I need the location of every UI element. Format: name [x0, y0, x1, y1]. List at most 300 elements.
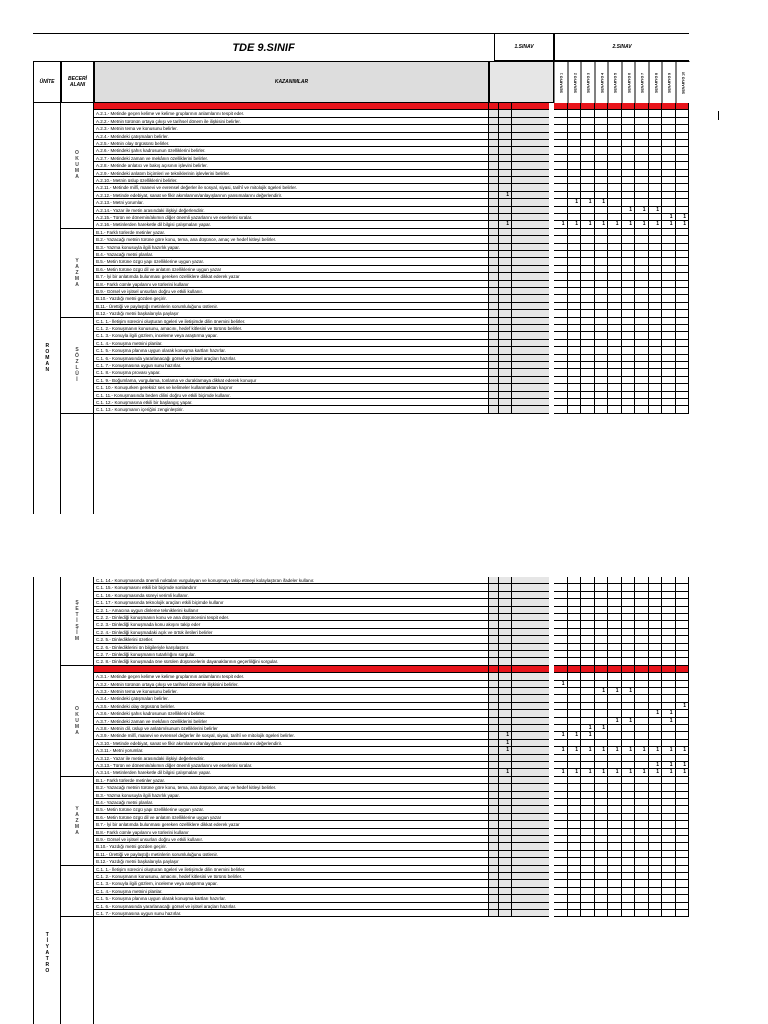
mark-cell: 1 — [498, 740, 512, 747]
mark-cell — [676, 288, 690, 295]
mark-cell — [649, 732, 663, 739]
mark-cell — [676, 318, 690, 325]
table-row — [94, 162, 689, 169]
mark-cell — [662, 266, 676, 273]
mark-cell — [635, 636, 649, 643]
mark-cell — [649, 340, 663, 347]
beceri-label: ŞETİŞİM — [74, 599, 80, 642]
mark-cell — [595, 332, 609, 339]
mark-cell — [554, 888, 568, 895]
mark-cell — [649, 799, 663, 806]
mark-cell — [568, 592, 582, 599]
mark-cell — [662, 792, 676, 799]
table-row — [94, 599, 689, 606]
kazanim-text: B.9.- Görsel ve işitsel unsurları doğru ve etkili kullanır. — [94, 836, 489, 843]
mark-cell — [581, 895, 595, 902]
mark-cell — [662, 355, 676, 362]
mark-cell — [676, 851, 690, 858]
mark-cell — [581, 332, 595, 339]
mark-cell — [676, 155, 690, 162]
beceri-label: OKUMA — [74, 705, 80, 736]
mark-cell — [608, 340, 622, 347]
mark-cell — [608, 133, 622, 140]
mark-cell — [622, 251, 636, 258]
mark-cell — [635, 273, 649, 280]
kazanim-text: A.3.4.- Metindeki çatışmaları belirler. — [94, 695, 489, 702]
mark-cell: 1 — [622, 221, 636, 228]
mark-cell — [554, 725, 568, 732]
beceri-group — [61, 866, 93, 918]
table-row — [94, 266, 689, 273]
mark-cell: 1 — [498, 732, 512, 739]
mark-cell — [635, 332, 649, 339]
mark-cell — [622, 392, 636, 399]
mark-cell: 1 — [622, 718, 636, 725]
table-row — [94, 118, 689, 125]
mark-cell — [608, 784, 622, 791]
mark-cell: 1 — [498, 747, 512, 754]
mark-cell — [676, 836, 690, 843]
kazanimlar-header: KAZANIMLAR — [94, 61, 489, 103]
mark-cell — [581, 644, 595, 651]
mark-cell — [498, 303, 512, 310]
kazanim-text: A.3.3.- Metnin tema ve konusunu belirler. — [94, 688, 489, 695]
mark-cell — [676, 821, 690, 828]
mark-cell — [608, 695, 622, 702]
mark-cell — [662, 103, 676, 110]
mark-cell — [581, 251, 595, 258]
mark-cell — [662, 651, 676, 658]
kazanim-text: A.2.9.- Metindeki anlatım biçimleri ve tekniklerinin işlevlerini belirler. — [94, 170, 489, 177]
mark-cell — [498, 362, 512, 369]
mark-cell — [622, 199, 636, 206]
mark-cell — [635, 133, 649, 140]
mark-cell — [608, 821, 622, 828]
mark-cell — [622, 125, 636, 132]
mark-cell — [581, 792, 595, 799]
mark-cell — [608, 162, 622, 169]
mark-cell — [554, 666, 568, 673]
mark-cell — [676, 340, 690, 347]
mark-cell — [649, 281, 663, 288]
mark-cell — [622, 184, 636, 191]
mark-cell — [622, 133, 636, 140]
mark-cell — [622, 340, 636, 347]
mark-cell — [676, 110, 690, 117]
mark-cell — [662, 799, 676, 806]
mark-cell — [622, 362, 636, 369]
mark-cell — [622, 858, 636, 865]
mark-cell — [608, 762, 622, 769]
mark-cell — [622, 377, 636, 384]
mark-cell — [635, 251, 649, 258]
mark-cell — [581, 229, 595, 236]
mark-cell — [635, 629, 649, 636]
mark-cell — [622, 644, 636, 651]
mark-cell — [635, 384, 649, 391]
mark-cell — [554, 688, 568, 695]
mark-cell — [595, 125, 609, 132]
mark-cell — [581, 873, 595, 880]
mark-cell — [649, 384, 663, 391]
mark-cell — [554, 355, 568, 362]
mark-cell — [554, 177, 568, 184]
mark-cell — [635, 880, 649, 887]
mark-cell — [581, 266, 595, 273]
kazanim-text: C.2. 6.- Dinlediklerini ön bilgileriyle karşılaştırır. — [94, 644, 489, 651]
kazanim-text: C.1. 14.- Konuşmasında önemli noktaları vurgulayan ve konuşmayı takip etmeyi kolaylaştıran ifadeler kullanır. — [94, 577, 489, 584]
mark-cell — [595, 340, 609, 347]
mark-cell — [568, 325, 582, 332]
mark-cell — [676, 310, 690, 317]
kazanim-text: C.2. 8.- Dinlediği konuşmada öne sürülen düşüncelerin dayanaklarının geçerliliğini sorgular. — [94, 658, 489, 665]
mark-cell — [608, 629, 622, 636]
mark-cell — [581, 192, 595, 199]
mark-cell — [498, 318, 512, 325]
mark-cell — [635, 703, 649, 710]
mark-cell — [608, 829, 622, 836]
mark-cell — [635, 155, 649, 162]
mark-cell — [608, 836, 622, 843]
mark-cell — [649, 843, 663, 850]
senaryo-header: SENARYO 9 — [662, 61, 676, 103]
mark-cell — [635, 147, 649, 154]
mark-cell — [554, 310, 568, 317]
mark-cell: 1 — [676, 214, 690, 221]
mark-cell — [649, 392, 663, 399]
mark-cell — [622, 703, 636, 710]
mark-cell — [568, 406, 582, 413]
mark-cell: 1 — [554, 747, 568, 754]
kazanim-text: C.1. 4.- Konuşma metnini planlar. — [94, 888, 489, 895]
mark-cell — [662, 199, 676, 206]
table-row — [94, 858, 689, 865]
mark-cell: 1 — [498, 221, 512, 228]
mark-cell — [608, 614, 622, 621]
table-row — [94, 295, 689, 302]
mark-cell — [662, 347, 676, 354]
mark-cell — [581, 636, 595, 643]
mark-cell — [595, 607, 609, 614]
table-row — [94, 843, 689, 850]
mark-cell — [595, 281, 609, 288]
mark-cell — [649, 155, 663, 162]
mark-cell — [595, 310, 609, 317]
mark-cell — [649, 399, 663, 406]
mark-cell — [635, 244, 649, 251]
mark-cell — [662, 399, 676, 406]
mark-cell — [498, 673, 512, 680]
mark-cell — [635, 184, 649, 191]
kazanim-text: B.2.- Yazacağı metnin türüne göre konu, tema, ana düşünce, amaç ve hedef kitleyi belirler. — [94, 784, 489, 791]
table-row — [94, 888, 689, 895]
mark-cell — [595, 681, 609, 688]
table-row — [94, 636, 689, 643]
mark-cell — [568, 399, 582, 406]
mark-cell — [635, 614, 649, 621]
mark-cell — [581, 162, 595, 169]
mark-cell — [649, 740, 663, 747]
mark-cell — [635, 592, 649, 599]
mark-cell — [635, 607, 649, 614]
mark-cell — [635, 406, 649, 413]
mark-cell: 1 — [498, 192, 512, 199]
mark-cell — [622, 673, 636, 680]
kazanim-text: C.2. 7.- Dinlediği konuşmanın tutarlılığını sorgular. — [94, 651, 489, 658]
mark-cell — [649, 821, 663, 828]
mark-cell — [498, 133, 512, 140]
kazanim-text: A.3.5.- Metindeki olay örgüsünü belirler. — [94, 703, 489, 710]
mark-cell — [498, 636, 512, 643]
mark-cell — [498, 384, 512, 391]
mark-cell — [581, 214, 595, 221]
mark-cell — [608, 599, 622, 606]
kazanim-text: B.5.- Metin türüne özgü yapı özelliklerine uygun yazar. — [94, 806, 489, 813]
mark-cell — [662, 866, 676, 873]
mark-cell — [595, 629, 609, 636]
kazanim-text: C.1. 4.- Konuşma metnini planlar. — [94, 340, 489, 347]
mark-cell — [649, 651, 663, 658]
mark-cell — [554, 155, 568, 162]
kazanim-text: A.2.11.- Metinde millî, manevi ve evrensel değerler ile sosyal, siyasi, tarihî ve mitolojik ögeleri belirler. — [94, 184, 489, 191]
mark-cell — [608, 362, 622, 369]
mark-cell — [554, 851, 568, 858]
mark-cell — [554, 118, 568, 125]
mark-cell — [649, 244, 663, 251]
mark-cell — [662, 599, 676, 606]
mark-cell — [554, 103, 568, 110]
kazanim-text: B.7.- İyi bir anlatımda bulunması gereken özelliklere dikkat ederek yazar — [94, 821, 489, 828]
mark-cell — [676, 666, 690, 673]
beceri-group — [61, 666, 93, 777]
mark-cell — [554, 777, 568, 784]
mark-cell — [635, 170, 649, 177]
mark-cell — [649, 332, 663, 339]
mark-cell — [554, 806, 568, 813]
mark-cell — [568, 207, 582, 214]
mark-cell — [608, 666, 622, 673]
table-row — [94, 777, 689, 784]
kazanim-text: A.3.2.- Metnin türünün ortaya çıkışı ve tarihsel dönemle ilişkisini belirler. — [94, 681, 489, 688]
mark-cell — [608, 125, 622, 132]
mark-cell — [568, 755, 582, 762]
mark-cell — [595, 362, 609, 369]
mark-cell — [498, 170, 512, 177]
mark-cell — [676, 599, 690, 606]
mark-cell — [622, 258, 636, 265]
mark-cell — [662, 377, 676, 384]
mark-cell — [498, 851, 512, 858]
mark-cell — [649, 703, 663, 710]
mark-cell — [581, 695, 595, 702]
mark-cell — [554, 399, 568, 406]
kazanim-text: C.1. 2.- Konuşmanın konusunu, amacını, hedef kitlesini ve türünü belirler. — [94, 873, 489, 880]
mark-cell — [568, 577, 582, 584]
mark-cell — [622, 607, 636, 614]
mark-cell — [498, 799, 512, 806]
mark-cell — [649, 607, 663, 614]
mark-cell — [498, 880, 512, 887]
mark-cell — [649, 636, 663, 643]
mark-cell — [662, 629, 676, 636]
mark-cell — [676, 688, 690, 695]
kazanim-text: C.1. 1.- İletişim sürecini oluşturan ögeleri ve iletişimde dilin önemini belirler. — [94, 318, 489, 325]
mark-cell — [568, 140, 582, 147]
mark-cell — [622, 725, 636, 732]
mark-cell — [635, 140, 649, 147]
mark-cell: 1 — [595, 199, 609, 206]
mark-cell — [568, 281, 582, 288]
mark-cell — [662, 273, 676, 280]
mark-cell — [662, 110, 676, 117]
mark-cell — [676, 377, 690, 384]
mark-cell — [568, 310, 582, 317]
mark-cell — [662, 806, 676, 813]
mark-cell — [608, 310, 622, 317]
mark-cell — [622, 755, 636, 762]
mark-cell — [635, 836, 649, 843]
mark-cell — [554, 710, 568, 717]
mark-cell — [676, 406, 690, 413]
mark-cell — [649, 199, 663, 206]
mark-cell — [649, 147, 663, 154]
mark-cell — [554, 740, 568, 747]
mark-cell — [649, 170, 663, 177]
mark-cell — [622, 347, 636, 354]
kazanim-text: C.1. 7.- Konuşmasına uygun sunu hazırlar. — [94, 910, 489, 917]
beceri-column — [61, 577, 94, 1024]
mark-cell — [568, 118, 582, 125]
mark-cell — [581, 784, 595, 791]
mark-cell — [554, 577, 568, 584]
mark-cell — [622, 295, 636, 302]
mark-cell — [635, 806, 649, 813]
table-row — [94, 362, 689, 369]
kazanim-text: B.5.- Metin türüne özgü yapı özelliklerine uygun yazar. — [94, 258, 489, 265]
mark-cell — [676, 266, 690, 273]
mark-cell — [554, 406, 568, 413]
mark-cell — [581, 244, 595, 251]
mark-cell — [554, 384, 568, 391]
kazanim-text: B.11.- Ürettiği ve paylaştığı metinlerin sorumluluğunu üstlenir. — [94, 303, 489, 310]
mark-cell — [635, 681, 649, 688]
table-row — [94, 829, 689, 836]
mark-cell — [635, 725, 649, 732]
table-row — [94, 251, 689, 258]
mark-cell — [662, 880, 676, 887]
kazanim-text: A.2.10.- Metnin üslup özelliklerini belirler. — [94, 177, 489, 184]
mark-cell — [676, 118, 690, 125]
mark-cell — [649, 177, 663, 184]
mark-cell — [635, 888, 649, 895]
mark-cell — [498, 103, 512, 110]
table-row — [94, 170, 689, 177]
section-label: TİYATRO — [94, 666, 489, 673]
table-row — [94, 784, 689, 791]
kazanim-text: A.3.8.- Metnin dil, üslup ve anlatım/sunum özelliklerini belirler — [94, 725, 489, 732]
mark-cell: 1 — [581, 769, 595, 776]
senaryo-header: SENARYO 2 — [568, 61, 582, 103]
mark-cell: 1 — [649, 747, 663, 754]
mark-cell — [554, 303, 568, 310]
mark-cell — [554, 584, 568, 591]
mark-cell — [662, 858, 676, 865]
mark-cell: 1 — [581, 747, 595, 754]
mark-cell — [649, 592, 663, 599]
mark-cell — [649, 792, 663, 799]
mark-cell — [649, 118, 663, 125]
mark-cell — [595, 895, 609, 902]
mark-cell — [608, 384, 622, 391]
mark-cell — [581, 614, 595, 621]
mark-cell — [635, 695, 649, 702]
mark-cell — [622, 584, 636, 591]
mark-cell — [554, 236, 568, 243]
mark-cell — [608, 303, 622, 310]
mark-cell — [608, 399, 622, 406]
mark-cell — [622, 851, 636, 858]
kazanim-text: A.3.9.- Metinde millî, manevi ve evrensel değerler ile sosyal, siyasi, tarihî ve mitolojik ögeleri belirler. — [94, 732, 489, 739]
mark-cell — [568, 644, 582, 651]
table-row — [94, 332, 689, 339]
mark-cell — [635, 740, 649, 747]
mark-cell — [568, 288, 582, 295]
kazanim-text: B.4.- Yazacağı metni planlar. — [94, 251, 489, 258]
kazanim-text: B.11.- Ürettiği ve paylaştığı metinlerin sorumluluğunu üstlenir. — [94, 851, 489, 858]
mark-cell — [595, 740, 609, 747]
table-row — [94, 177, 689, 184]
mark-cell — [649, 325, 663, 332]
kazanim-text: A.3.6.- Metindeki şahıs kadrosunun özelliklerini belirler. — [94, 710, 489, 717]
mark-cell — [554, 281, 568, 288]
mark-cell — [554, 340, 568, 347]
beceri-column — [61, 103, 94, 514]
mark-cell — [662, 681, 676, 688]
mark-cell — [498, 784, 512, 791]
mark-cell — [635, 755, 649, 762]
mark-cell — [635, 873, 649, 880]
mark-cell: 1 — [676, 221, 690, 228]
mark-cell — [622, 621, 636, 628]
table-header — [33, 34, 689, 103]
mark-cell — [622, 762, 636, 769]
table-row — [94, 688, 689, 695]
mark-cell — [622, 332, 636, 339]
table-row — [94, 747, 689, 754]
mark-cell — [554, 229, 568, 236]
mark-cell — [595, 236, 609, 243]
table-row — [94, 651, 689, 658]
mark-cell — [676, 399, 690, 406]
kazanim-text: A.2.14.- Yazar ile metin arasındaki ilişkiyi değerlendirir. — [94, 207, 489, 214]
mark-cell — [498, 347, 512, 354]
mark-cell — [649, 236, 663, 243]
mark-cell — [676, 777, 690, 784]
mark-cell — [676, 880, 690, 887]
table-row — [94, 681, 689, 688]
mark-cell — [608, 140, 622, 147]
mark-cell — [635, 110, 649, 117]
mark-cell — [608, 392, 622, 399]
mark-cell — [554, 607, 568, 614]
mark-cell — [581, 125, 595, 132]
kazanim-text: C.1. 3.- Konuyla ilgili gözlem, inceleme veya araştırma yapar. — [94, 332, 489, 339]
mark-cell — [676, 584, 690, 591]
mark-cell — [649, 644, 663, 651]
mark-cell — [554, 244, 568, 251]
mark-cell — [581, 666, 595, 673]
mark-cell — [622, 355, 636, 362]
